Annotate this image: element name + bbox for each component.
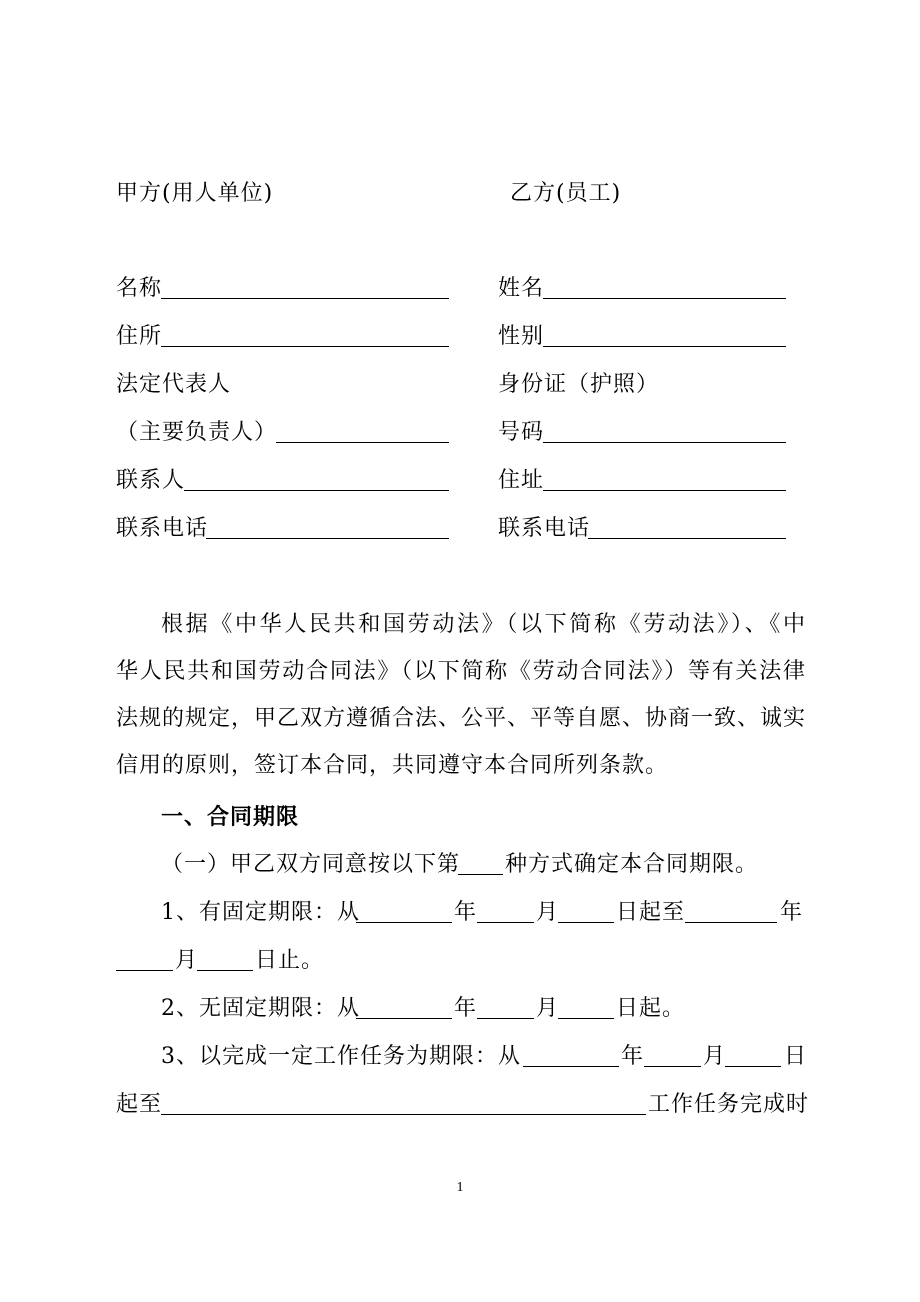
option-3-start-year-blank[interactable]: [523, 1066, 619, 1067]
clause-1-text-a: （一）甲乙双方同意按以下第: [161, 852, 461, 877]
party-b-number-label: 号码: [498, 420, 545, 445]
start-text: 日起。: [616, 996, 686, 1021]
end-text: 日止。: [255, 948, 325, 973]
party-b-phone-blank[interactable]: [588, 538, 786, 539]
option-2-label: 2、无固定期限：从: [161, 996, 360, 1021]
party-a-contact-label: 联系人: [116, 468, 186, 493]
option-1-start-day-blank[interactable]: [558, 922, 614, 923]
month-text: 月: [536, 996, 560, 1021]
party-a-legal-rep-label: 法定代表人: [116, 372, 232, 397]
party-a-name-label: 名称: [116, 276, 163, 301]
party-b-number-blank[interactable]: [543, 442, 786, 443]
year-text: 年: [780, 900, 804, 925]
month-text: 月: [536, 900, 560, 925]
option-3-start-day-blank[interactable]: [725, 1066, 781, 1067]
option-1-start-year-blank[interactable]: [356, 922, 452, 923]
party-a-phone-label: 联系电话: [116, 516, 209, 541]
party-a-contact-blank[interactable]: [184, 490, 449, 491]
option-1-end-year-blank[interactable]: [685, 922, 777, 923]
clause-1-text-b: 种方式确定本合同期限。: [505, 852, 759, 877]
preamble-paragraph: [116, 612, 806, 800]
party-a-heading: 甲方(用人单位): [116, 181, 274, 206]
year-text: 年: [621, 1044, 645, 1069]
party-b-name-label: 姓名: [498, 276, 545, 301]
year-text: 年: [454, 900, 478, 925]
option-1-start-month-blank[interactable]: [477, 922, 534, 923]
option-3-start-month-blank[interactable]: [644, 1066, 701, 1067]
party-b-address-blank[interactable]: [543, 490, 786, 491]
option-2-start-day-blank[interactable]: [558, 1018, 614, 1019]
preamble-line: 根据《中华人民共和国劳动法》（以下简称《劳动法》）、《中: [161, 612, 806, 637]
page-number: 1: [456, 1180, 464, 1195]
party-a-main-person-label: （主要负责人）: [116, 420, 278, 445]
party-a-main-person-blank[interactable]: [276, 442, 449, 443]
preamble-line: 信用的原则，签订本合同，共同遵守本合同所列条款。: [116, 753, 669, 778]
option-2-start-month-blank[interactable]: [477, 1018, 534, 1019]
party-b-phone-label: 联系电话: [498, 516, 591, 541]
party-a-phone-blank[interactable]: [206, 538, 449, 539]
option-1-label: 1、有固定期限：从: [161, 900, 360, 925]
option-1-end-day-blank[interactable]: [197, 970, 253, 971]
option-1-end-month-blank[interactable]: [116, 970, 173, 971]
qizhi-text: 起至: [116, 1092, 163, 1117]
party-a-address-label: 住所: [116, 324, 163, 349]
month-text: 月: [175, 948, 199, 973]
year-text: 年: [454, 996, 478, 1021]
option-3-label: 3、以完成一定工作任务为期限：从: [161, 1044, 521, 1069]
option-2-start-year-blank[interactable]: [356, 1018, 452, 1019]
clause-1-option-blank[interactable]: [458, 874, 503, 875]
from-to-text: 日起至: [616, 900, 686, 925]
day-text: 日: [784, 1044, 808, 1069]
party-b-heading: 乙方(员工): [510, 181, 622, 206]
preamble-line: 华人民共和国劳动合同法》（以下简称《劳动合同法》）等有关法律: [116, 659, 806, 684]
party-b-gender-label: 性别: [498, 324, 545, 349]
party-b-id-label: 身份证（护照）: [498, 372, 660, 397]
party-b-address-label: 住址: [498, 468, 545, 493]
month-text: 月: [703, 1044, 727, 1069]
preamble-line: 法规的规定，甲乙双方遵循合法、公平、平等自愿、协商一致、诚实: [116, 706, 807, 731]
party-b-gender-blank[interactable]: [543, 346, 786, 347]
section-heading: 一、合同期限: [161, 804, 300, 830]
option-3-task-blank[interactable]: [161, 1114, 646, 1115]
party-a-address-blank[interactable]: [161, 346, 449, 347]
party-a-name-blank[interactable]: [161, 298, 449, 299]
party-b-name-blank[interactable]: [543, 298, 786, 299]
task-done-text: 工作任务完成时: [648, 1092, 810, 1117]
